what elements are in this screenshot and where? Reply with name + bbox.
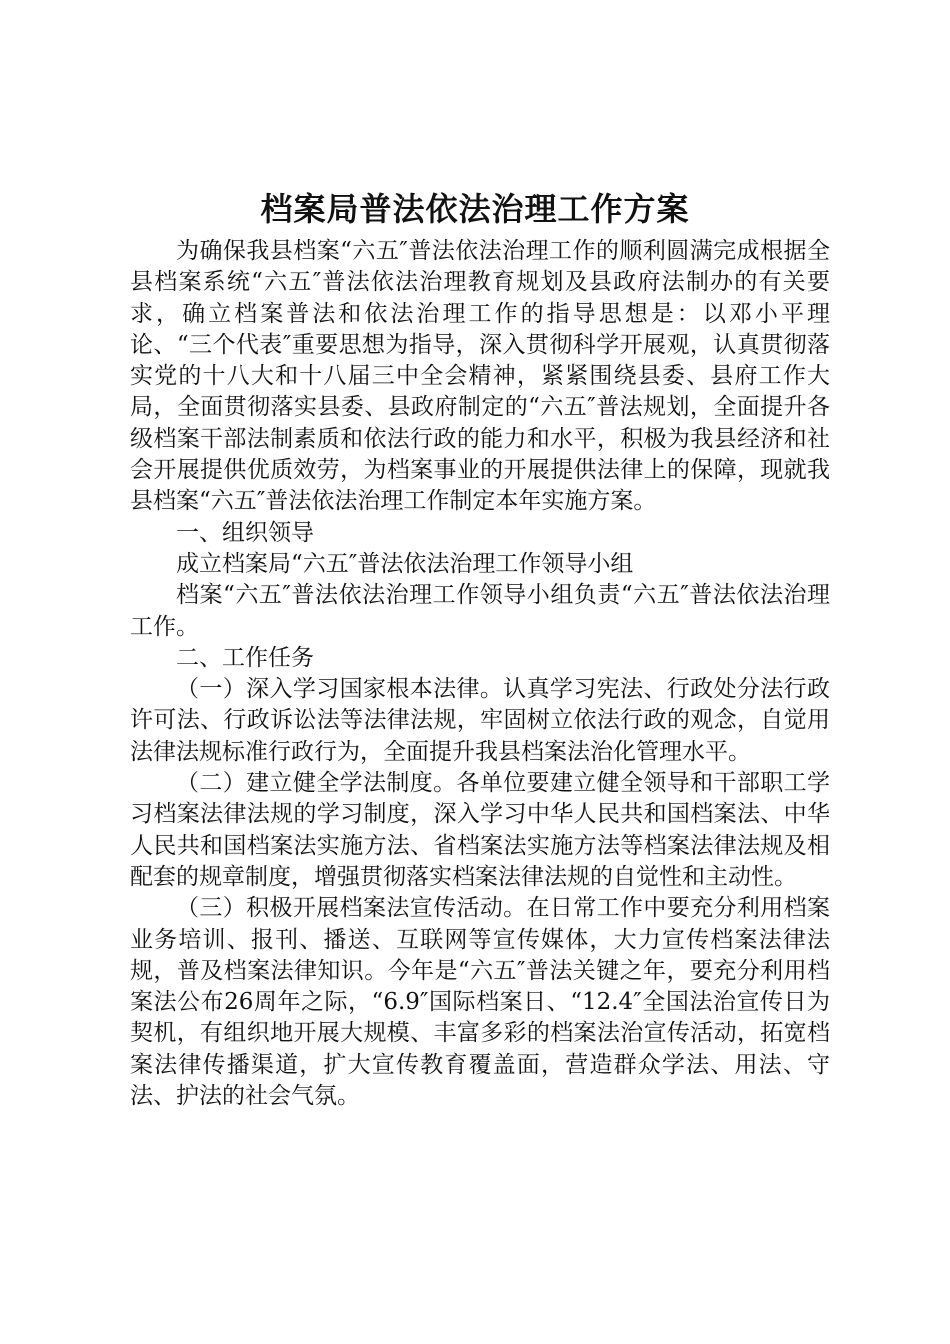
document-title: 档案局普法依法治理工作方案 [260, 190, 690, 228]
task-paragraph-1: （一）深入学习国家根本法律。认真学习宪法、行政处分法行政许可法、行政诉讼法等法律法规，牢固树立依法行政的观念，自觉用法律法规标准行政行为，全面提升我县档案法治化管理水平。 [130, 676, 830, 765]
leadership-group-line: 成立档案局“六五″普法依法治理工作领导小组 [176, 550, 634, 577]
intro-paragraph: 为确保我县档案“六五″普法依法治理工作的顺利圆满完成根据全县档案系统“六五″普法依法治理教育规划及县政府法制办的有关要求，确立档案普法和依法治理工作的指导思想是：以邓小平理论、“三个代表″重要思想为指导，深入贯彻科学开展观，认真贯彻落实党的十八大和十八届三中全会精神，紧紧围绕县委、县府工作大局，全面贯彻落实县委、县政府制定的“六五″普法规划，全面提升各级档案干部法制素质和依法行政的能力和水平，积极为我县经济和社会开展提供优质效劳，为档案事业的开展提供法律上的保障，现就我县档案“六五″普法依法治理工作制定本年实施方案。 [130, 238, 830, 515]
section-heading-tasks: 二、工作任务 [176, 644, 314, 671]
task-paragraph-2: （二）建立健全学法制度。各单位要建立健全领导和干部职工学习档案法律法规的学习制度，深入学习中华人民共和国档案法、中华人民共和国档案法实施方法、省档案法实施方法等档案法律法规及相配套的规章制度，增强贯彻落实档案法律法规的自觉性和主动性。 [130, 770, 830, 890]
leadership-group-paragraph: 档案“六五″普法依法治理工作领导小组负责“六五″普法依法治理工作。 [130, 582, 830, 640]
section-heading-organization: 一、组织领导 [176, 519, 314, 546]
task-paragraph-3: （三）积极开展档案法宣传活动。在日常工作中要充分利用档案业务培训、报刊、播送、互联网等宣传媒体，大力宣传档案法律法规，普及档案法律知识。今年是“六五″普法关键之年，要充分利用档案法公布26周年之际，“6.9″国际档案日、“12.4″全国法治宣传日为契机，有组织地开展大规模、丰富多彩的档案法治宣传活动，拓宽档案法律传播渠道，扩大宣传教育覆盖面，营造群众学法、用法、守法、护法的社会气氛。 [130, 895, 830, 1110]
document-body [130, 236, 830, 1112]
